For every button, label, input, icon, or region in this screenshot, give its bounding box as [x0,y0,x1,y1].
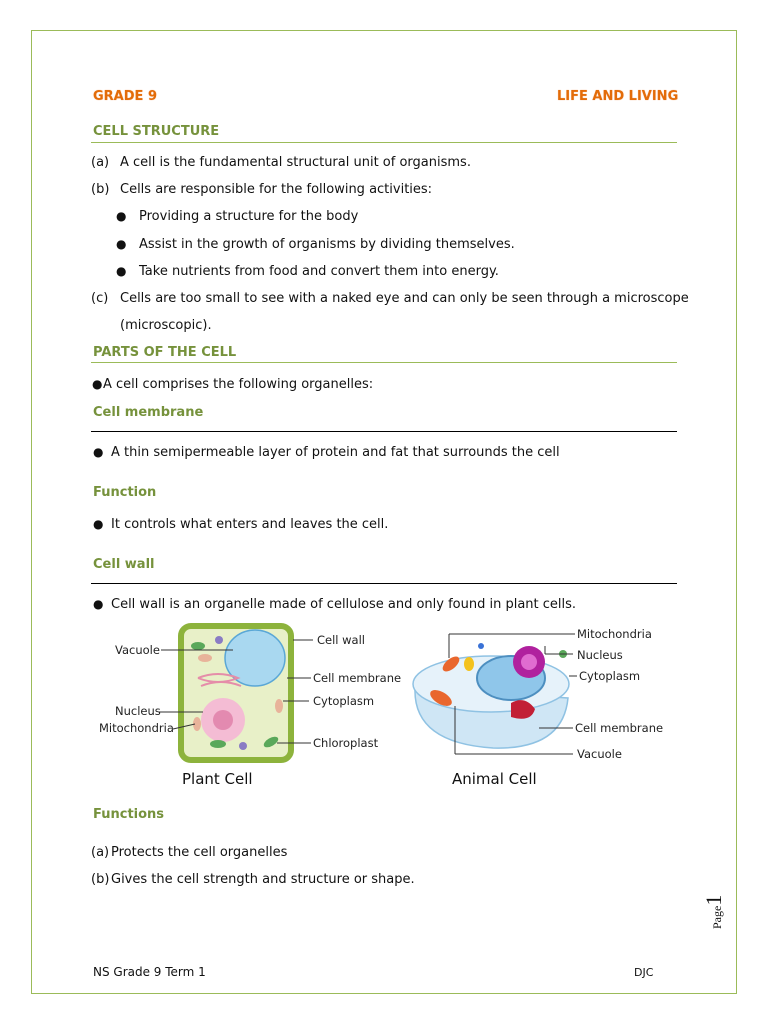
plant-cell-caption: Plant Cell [182,770,253,788]
functions-a-text: Protects the cell organelles [111,845,288,860]
item-b-label: (b) [91,182,110,197]
animal-label-cytoplasm: Cytoplasm [579,669,641,683]
subheading-functions: Functions [93,807,165,822]
animal-cell-caption: Animal Cell [452,770,537,788]
animal-label-vacuole: Vacuole [577,747,622,761]
footer-left: NS Grade 9 Term 1 [93,965,206,979]
footer-right: DJC [634,966,654,979]
plant-label-cell-membrane: Cell membrane [313,671,402,685]
functions-b-text: Gives the cell strength and structure or shape. [111,872,415,887]
subheading-cell-wall: Cell wall [93,557,155,572]
animal-cell-illustration [413,643,569,748]
item-c-text: Cells are too small to see with a naked eye and can only be seen through a microscope [120,291,689,306]
item-a-text: A cell is the fundamental structural unit of organisms. [120,155,471,170]
organelles-intro: A cell comprises the following organelles: [103,377,374,392]
plant-label-nucleus: Nucleus [115,704,161,718]
grade-header: GRADE 9 [93,89,157,104]
cell-diagram [93,618,673,798]
animal-label-mitochondria: Mitochondria [577,627,652,641]
subject-header: LIFE AND LIVING [557,89,679,104]
bullet-icon: ● [93,597,104,611]
page-number-block [701,889,751,929]
activity-item: Providing a structure for the body [139,209,359,224]
plant-label-chloroplast: Chloroplast [313,736,379,750]
bullet-icon: ● [93,445,104,459]
subheading-cell-membrane: Cell membrane [93,405,204,420]
plant-label-vacuole: Vacuole [115,643,160,657]
activity-item: Take nutrients from food and convert them into energy. [139,264,499,279]
item-a-label: (a) [91,155,110,170]
page-number: 1 [701,894,726,906]
bullet-icon: ● [116,209,127,223]
activity-item: Assist in the growth of organisms by dividing themselves. [139,237,515,252]
section-title-parts: PARTS OF THE CELL [93,345,237,360]
bullet-icon: ● [93,517,104,531]
functions-b-label: (b) [91,872,110,887]
plant-label-mitochondria: Mitochondria [99,721,174,735]
plant-label-cell-wall: Cell wall [317,633,365,647]
subsection-rule [91,431,677,432]
section-rule [91,362,677,363]
functions-a-label: (a) [91,845,110,860]
plant-cell-illustration [181,626,291,760]
subsection-rule [91,583,677,584]
function-description: It controls what enters and leaves the cell. [111,517,389,532]
section-rule [91,142,677,143]
bullet-icon: ● [116,237,127,251]
animal-label-nucleus: Nucleus [577,648,623,662]
page-word: Page [710,905,724,929]
item-b-text: Cells are responsible for the following activities: [120,182,433,197]
cell-wall-description: Cell wall is an organelle made of cellulose and only found in plant cells. [111,597,577,612]
item-c-label: (c) [91,291,109,306]
subheading-function: Function [93,485,157,500]
membrane-description: A thin semipermeable layer of protein and fat that surrounds the cell [111,445,560,460]
item-c-text-cont: (microscopic). [120,318,212,333]
plant-label-cytoplasm: Cytoplasm [313,694,375,708]
bullet-icon: ● [92,377,103,391]
animal-label-cell-membrane: Cell membrane [575,721,664,735]
bullet-icon: ● [116,264,127,278]
section-title-cell-structure: CELL STRUCTURE [93,124,220,139]
